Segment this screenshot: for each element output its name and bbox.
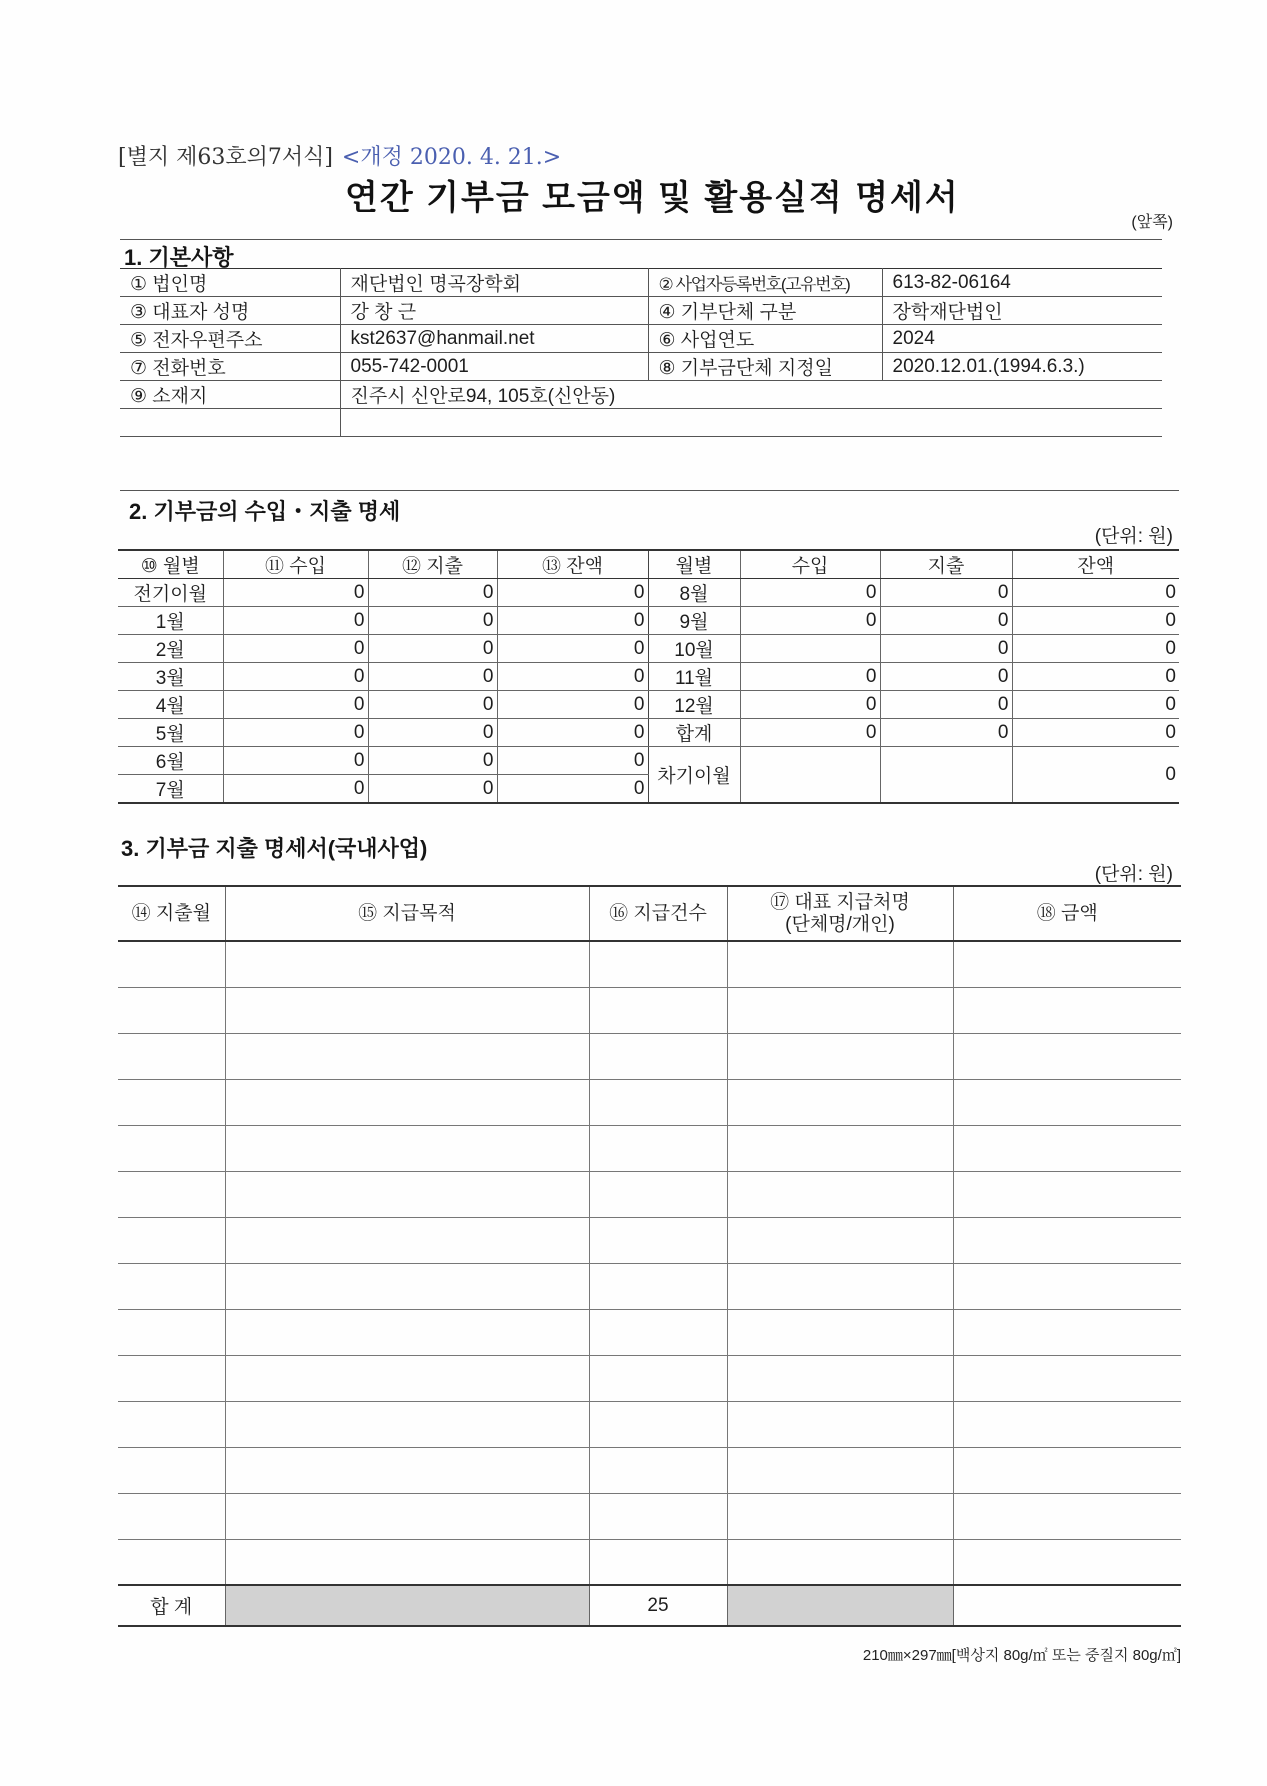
month-cell: 4월 bbox=[118, 691, 223, 719]
expense-recipient-cell bbox=[727, 1217, 953, 1263]
expense-purpose-cell bbox=[225, 1125, 589, 1171]
expense-purpose-cell bbox=[225, 1263, 589, 1309]
expense-cell: 0 bbox=[880, 579, 1012, 607]
basic-info-table bbox=[120, 268, 1162, 437]
expense-month-cell bbox=[118, 1401, 225, 1447]
representative-value: 강 창 근 bbox=[340, 297, 648, 325]
col-header-balance-right: 잔액 bbox=[1012, 550, 1179, 579]
representative-label: ③ 대표자 성명 bbox=[120, 297, 340, 325]
expense-month-cell bbox=[118, 941, 225, 987]
income-cell: 0 bbox=[223, 607, 368, 635]
expense-amount-cell bbox=[953, 1401, 1181, 1447]
expense-amount-cell bbox=[953, 1493, 1181, 1539]
expense-cell: 0 bbox=[368, 663, 497, 691]
income-cell: 0 bbox=[740, 607, 880, 635]
income-cell: 0 bbox=[740, 579, 880, 607]
form-number-line bbox=[118, 140, 561, 171]
income-cell: 0 bbox=[223, 579, 368, 607]
income-cell: 0 bbox=[223, 663, 368, 691]
expense-recipient-cell bbox=[727, 1539, 953, 1585]
col-header-count: ⑯ 지급건수 bbox=[589, 886, 727, 941]
recipient-header-note: (단체명/개인) bbox=[785, 913, 895, 935]
expense-count-cell bbox=[589, 1217, 727, 1263]
expense-purpose-cell bbox=[225, 1493, 589, 1539]
expense-recipient-cell bbox=[727, 1263, 953, 1309]
expense-purpose-cell bbox=[225, 941, 589, 987]
expense-count-cell bbox=[589, 1079, 727, 1125]
income-cell: 0 bbox=[223, 635, 368, 663]
expense-amount-cell bbox=[953, 1079, 1181, 1125]
expense-purpose-cell bbox=[225, 1217, 589, 1263]
income-cell: 0 bbox=[223, 775, 368, 804]
designation-date-value: 2020.12.01.(1994.6.3.) bbox=[882, 353, 1162, 381]
expense-row bbox=[118, 1309, 1181, 1355]
expense-row bbox=[118, 1493, 1181, 1539]
expense-month-cell bbox=[118, 1217, 225, 1263]
income-expense-header-row bbox=[118, 550, 1179, 579]
expense-cell: 0 bbox=[368, 635, 497, 663]
expense-recipient-cell bbox=[727, 1033, 953, 1079]
balance-cell: 0 bbox=[1012, 635, 1179, 663]
section-2-heading: 2. 기부금의 수입・지출 명세 bbox=[129, 499, 401, 524]
income-expense-row bbox=[118, 635, 1179, 663]
address-label: ⑨ 소재지 bbox=[120, 381, 340, 409]
col-header-expense: ⑫ 지출 bbox=[368, 550, 497, 579]
expense-cell: 0 bbox=[368, 607, 497, 635]
expense-purpose-cell bbox=[225, 987, 589, 1033]
income-cell: 0 bbox=[223, 691, 368, 719]
expense-recipient-cell bbox=[727, 1447, 953, 1493]
col-header-expense-month: ⑭ 지출월 bbox=[118, 886, 225, 941]
col-header-balance: ⑬ 잔액 bbox=[497, 550, 648, 579]
col-header-month-right: 월별 bbox=[648, 550, 740, 579]
document-title: 연간 기부금 모금액 및 활용실적 명세서 bbox=[345, 179, 960, 217]
phone-value: 055-742-0001 bbox=[340, 353, 648, 381]
expense-purpose-cell bbox=[225, 1171, 589, 1217]
basic-info-row bbox=[120, 269, 1162, 297]
basic-info-row bbox=[120, 297, 1162, 325]
balance-cell: 0 bbox=[1012, 663, 1179, 691]
expense-purpose-cell bbox=[225, 1309, 589, 1355]
expense-count-cell bbox=[589, 1033, 727, 1079]
expense-amount-cell bbox=[953, 1263, 1181, 1309]
expense-amount-cell bbox=[953, 1539, 1181, 1585]
form-number: [별지 제63호의7서식] bbox=[118, 145, 333, 170]
expense-amount-cell bbox=[953, 1355, 1181, 1401]
total-recipient-shaded-cell bbox=[727, 1585, 953, 1626]
designation-date-label: ⑧ 기부금단체 지정일 bbox=[648, 353, 882, 381]
expense-cell: 0 bbox=[880, 607, 1012, 635]
month-cell: 10월 bbox=[648, 635, 740, 663]
basic-info-row bbox=[120, 325, 1162, 353]
expense-month-cell bbox=[118, 1539, 225, 1585]
expense-month-cell bbox=[118, 1079, 225, 1125]
expense-row bbox=[118, 987, 1181, 1033]
expense-month-cell bbox=[118, 1263, 225, 1309]
expense-amount-cell bbox=[953, 1171, 1181, 1217]
month-cell: 3월 bbox=[118, 663, 223, 691]
fiscal-year-label: ⑥ 사업연도 bbox=[648, 325, 882, 353]
expense-recipient-cell bbox=[727, 1493, 953, 1539]
expense-amount-cell bbox=[953, 1033, 1181, 1079]
expense-cell: 0 bbox=[880, 663, 1012, 691]
section-2-unit: (단위: 원) bbox=[1094, 526, 1173, 547]
balance-cell: 0 bbox=[1012, 579, 1179, 607]
col-header-recipient bbox=[727, 886, 953, 941]
total-label-cell: 합계 bbox=[648, 719, 740, 747]
month-cell: 2월 bbox=[118, 635, 223, 663]
expense-total-row bbox=[118, 1585, 1181, 1626]
organization-type-label: ④ 기부단체 구분 bbox=[648, 297, 882, 325]
month-cell: 11월 bbox=[648, 663, 740, 691]
business-number-value: 613-82-06164 bbox=[882, 269, 1162, 297]
expense-month-cell bbox=[118, 987, 225, 1033]
total-label: 합 계 bbox=[118, 1585, 225, 1626]
expense-count-cell bbox=[589, 1539, 727, 1585]
expense-purpose-cell bbox=[225, 1033, 589, 1079]
expense-count-cell bbox=[589, 1493, 727, 1539]
expense-count-cell bbox=[589, 1309, 727, 1355]
expense-month-cell bbox=[118, 1355, 225, 1401]
expense-header-row bbox=[118, 886, 1181, 941]
expense-count-cell bbox=[589, 1125, 727, 1171]
expense-amount-cell bbox=[953, 987, 1181, 1033]
section-2-rule bbox=[120, 490, 1179, 491]
month-cell: 7월 bbox=[118, 775, 223, 804]
col-header-expense-right: 지출 bbox=[880, 550, 1012, 579]
section-1-rule bbox=[120, 239, 1162, 240]
carryover-label-cell: 차기이월 bbox=[648, 747, 740, 804]
balance-cell: 0 bbox=[497, 635, 648, 663]
section-3-heading: 3. 기부금 지출 명세서(국내사업) bbox=[121, 836, 428, 861]
month-cell: 8월 bbox=[648, 579, 740, 607]
expense-row bbox=[118, 1033, 1181, 1079]
expense-row bbox=[118, 1401, 1181, 1447]
expense-count-cell bbox=[589, 1447, 727, 1493]
section-3-unit: (단위: 원) bbox=[1094, 864, 1173, 885]
expense-amount-cell bbox=[953, 1447, 1181, 1493]
total-income-cell: 0 bbox=[740, 719, 880, 747]
balance-cell: 0 bbox=[497, 775, 648, 804]
expense-month-cell bbox=[118, 1447, 225, 1493]
expense-recipient-cell bbox=[727, 1079, 953, 1125]
expense-recipient-cell bbox=[727, 1355, 953, 1401]
balance-cell: 0 bbox=[497, 691, 648, 719]
expense-row bbox=[118, 941, 1181, 987]
total-expense-cell: 0 bbox=[880, 719, 1012, 747]
email-label: ⑤ 전자우편주소 bbox=[120, 325, 340, 353]
email-value: kst2637@hanmail.net bbox=[340, 325, 648, 353]
expense-row bbox=[118, 1171, 1181, 1217]
expense-amount-cell bbox=[953, 1217, 1181, 1263]
income-expense-row bbox=[118, 579, 1179, 607]
expense-amount-cell bbox=[953, 1125, 1181, 1171]
expense-amount-cell bbox=[953, 941, 1181, 987]
corporation-name-label: ① 법인명 bbox=[120, 269, 340, 297]
blank-value-cell bbox=[340, 409, 1162, 437]
expense-count-cell bbox=[589, 987, 727, 1033]
expense-month-cell bbox=[118, 1033, 225, 1079]
expense-count-cell bbox=[589, 941, 727, 987]
col-header-income: ⑪ 수입 bbox=[223, 550, 368, 579]
balance-cell: 0 bbox=[1012, 607, 1179, 635]
expense-row bbox=[118, 1079, 1181, 1125]
carryover-balance-cell: 0 bbox=[1012, 747, 1179, 804]
expense-count-cell bbox=[589, 1401, 727, 1447]
month-cell: 9월 bbox=[648, 607, 740, 635]
income-cell: 0 bbox=[740, 663, 880, 691]
expense-recipient-cell bbox=[727, 941, 953, 987]
expense-count-cell bbox=[589, 1355, 727, 1401]
balance-cell: 0 bbox=[497, 719, 648, 747]
col-header-income-right: 수입 bbox=[740, 550, 880, 579]
basic-info-row bbox=[120, 381, 1162, 409]
expense-purpose-cell bbox=[225, 1447, 589, 1493]
total-purpose-shaded-cell bbox=[225, 1585, 589, 1626]
paper-spec-footer: 210㎜×297㎜[백상지 80g/㎡ 또는 중질지 80g/㎡] bbox=[862, 1647, 1181, 1664]
organization-type-value: 장학재단법인 bbox=[882, 297, 1162, 325]
income-expense-row bbox=[118, 719, 1179, 747]
expense-purpose-cell bbox=[225, 1401, 589, 1447]
balance-cell: 0 bbox=[497, 663, 648, 691]
month-cell: 6월 bbox=[118, 747, 223, 775]
expense-purpose-cell bbox=[225, 1079, 589, 1125]
total-count: 25 bbox=[589, 1585, 727, 1626]
expense-cell: 0 bbox=[880, 635, 1012, 663]
balance-cell: 0 bbox=[1012, 691, 1179, 719]
corporation-name-value: 재단법인 명곡장학회 bbox=[340, 269, 648, 297]
phone-label: ⑦ 전화번호 bbox=[120, 353, 340, 381]
expense-amount-cell bbox=[953, 1309, 1181, 1355]
income-expense-table bbox=[118, 549, 1179, 804]
expense-cell: 0 bbox=[368, 579, 497, 607]
income-expense-row bbox=[118, 663, 1179, 691]
expense-month-cell bbox=[118, 1171, 225, 1217]
col-header-purpose: ⑮ 지급목적 bbox=[225, 886, 589, 941]
section-1-heading: 1. 기본사항 bbox=[124, 245, 234, 270]
expense-row bbox=[118, 1263, 1181, 1309]
expense-row bbox=[118, 1447, 1181, 1493]
balance-cell: 0 bbox=[497, 747, 648, 775]
expense-row bbox=[118, 1217, 1181, 1263]
expense-details-table bbox=[118, 885, 1181, 1627]
basic-info-row bbox=[120, 353, 1162, 381]
total-balance-cell: 0 bbox=[1012, 719, 1179, 747]
expense-purpose-cell bbox=[225, 1355, 589, 1401]
income-expense-row bbox=[118, 607, 1179, 635]
col-header-amount: ⑱ 금액 bbox=[953, 886, 1181, 941]
basic-info-row bbox=[120, 409, 1162, 437]
expense-recipient-cell bbox=[727, 1171, 953, 1217]
income-cell: 0 bbox=[223, 747, 368, 775]
col-header-month: ⑩ 월별 bbox=[118, 550, 223, 579]
expense-row bbox=[118, 1125, 1181, 1171]
expense-recipient-cell bbox=[727, 987, 953, 1033]
income-expense-row bbox=[118, 691, 1179, 719]
revision-date: <개정 2020. 4. 21.> bbox=[341, 145, 562, 170]
address-value: 진주시 신안로94, 105호(신안동) bbox=[340, 381, 1162, 409]
income-cell: 0 bbox=[740, 691, 880, 719]
month-cell: 12월 bbox=[648, 691, 740, 719]
page-side-label: (앞쪽) bbox=[1131, 214, 1173, 231]
expense-cell: 0 bbox=[368, 691, 497, 719]
expense-cell: 0 bbox=[368, 719, 497, 747]
expense-month-cell bbox=[118, 1309, 225, 1355]
recipient-header-main: ⑰ 대표 지급처명 bbox=[770, 891, 910, 913]
expense-month-cell bbox=[118, 1125, 225, 1171]
expense-recipient-cell bbox=[727, 1125, 953, 1171]
income-cell bbox=[740, 635, 880, 663]
expense-cell: 0 bbox=[368, 775, 497, 804]
expense-row bbox=[118, 1539, 1181, 1585]
income-expense-row bbox=[118, 747, 1179, 775]
balance-cell: 0 bbox=[497, 579, 648, 607]
expense-recipient-cell bbox=[727, 1309, 953, 1355]
total-amount-cell bbox=[953, 1585, 1181, 1626]
month-cell: 전기이월 bbox=[118, 579, 223, 607]
carryover-income-cell bbox=[740, 747, 880, 804]
income-cell: 0 bbox=[223, 719, 368, 747]
month-cell: 1월 bbox=[118, 607, 223, 635]
expense-recipient-cell bbox=[727, 1401, 953, 1447]
balance-cell: 0 bbox=[497, 607, 648, 635]
month-cell: 5월 bbox=[118, 719, 223, 747]
expense-count-cell bbox=[589, 1263, 727, 1309]
blank-label-cell bbox=[120, 409, 340, 437]
business-number-label: ② 사업자등록번호(고유번호) bbox=[648, 269, 882, 297]
carryover-expense-cell bbox=[880, 747, 1012, 804]
expense-count-cell bbox=[589, 1171, 727, 1217]
expense-cell: 0 bbox=[880, 691, 1012, 719]
expense-row bbox=[118, 1355, 1181, 1401]
fiscal-year-value: 2024 bbox=[882, 325, 1162, 353]
expense-purpose-cell bbox=[225, 1539, 589, 1585]
expense-month-cell bbox=[118, 1493, 225, 1539]
expense-cell: 0 bbox=[368, 747, 497, 775]
